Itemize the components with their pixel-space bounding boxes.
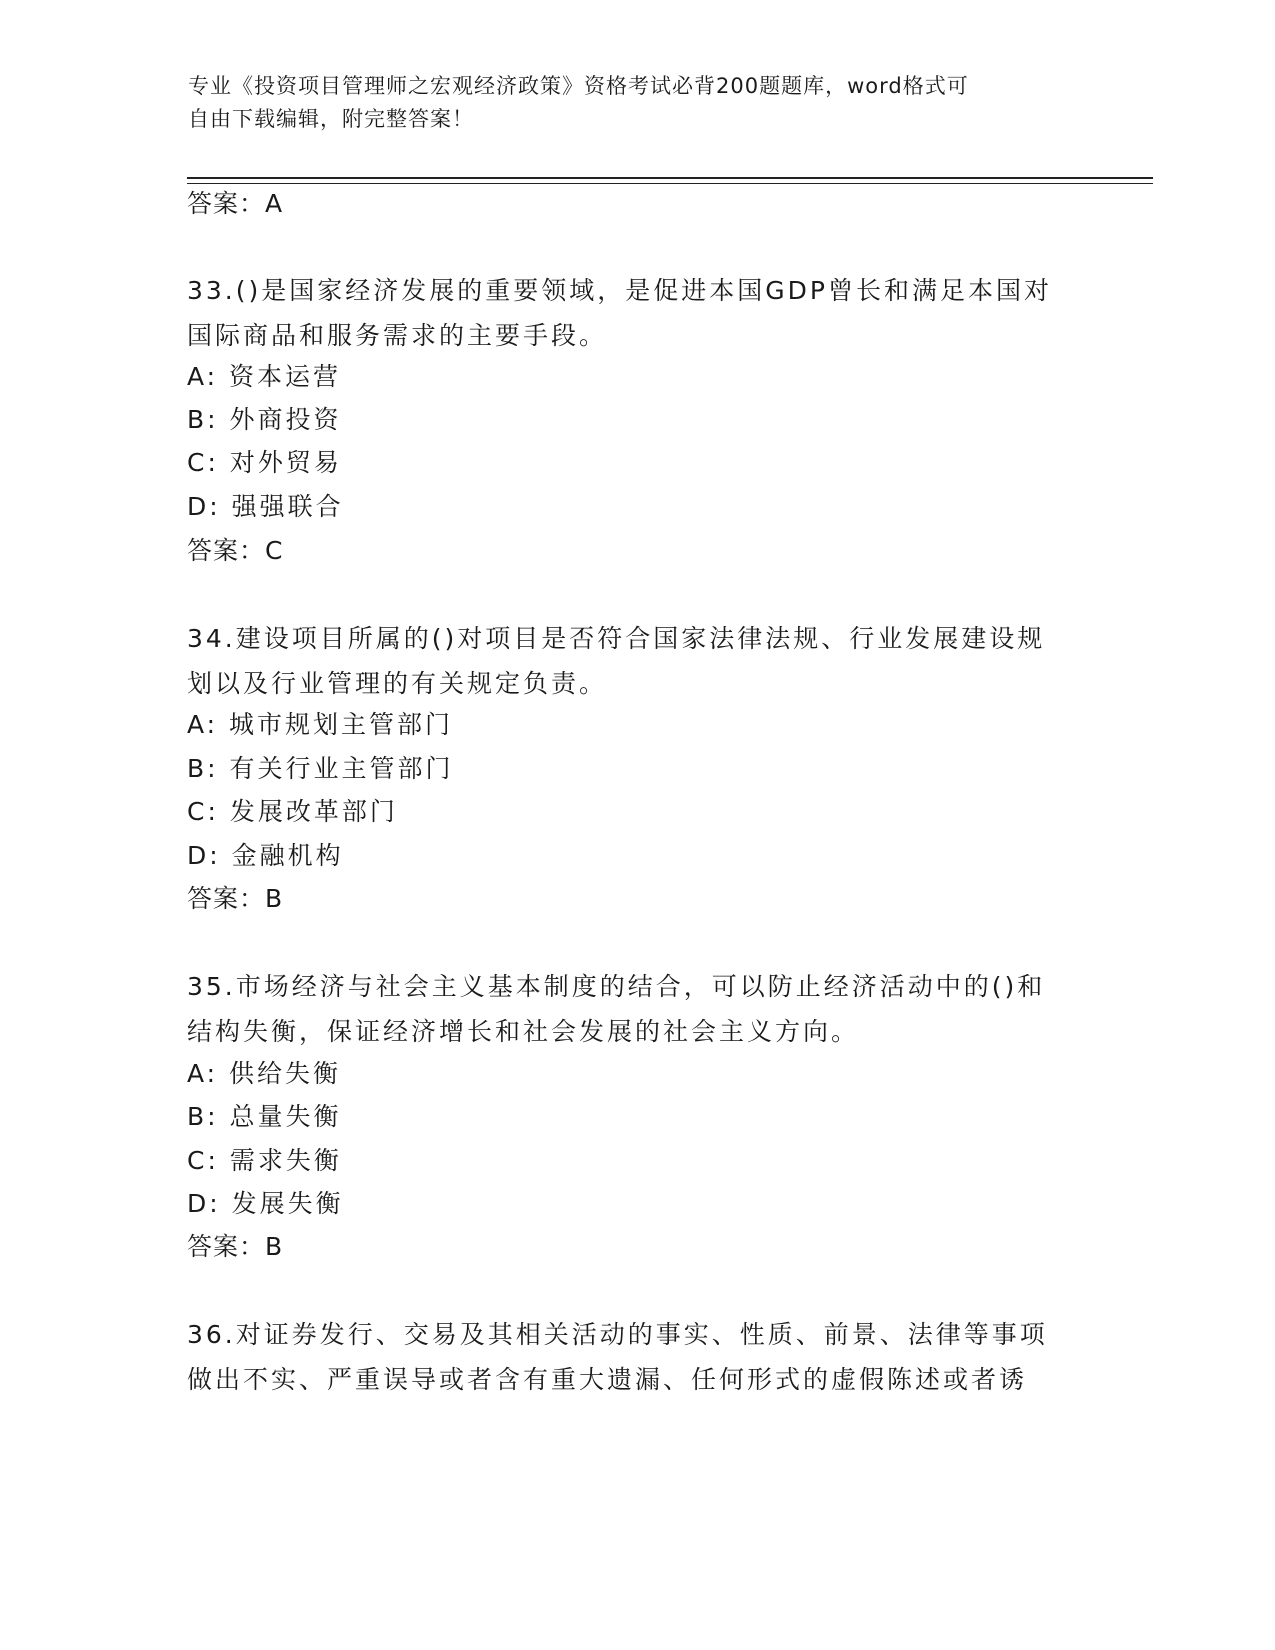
question-33 xyxy=(187,268,1087,358)
page-header xyxy=(188,70,1088,136)
question-36 xyxy=(187,1312,1087,1402)
question-35 xyxy=(187,964,1087,1054)
question-34 xyxy=(187,616,1087,706)
question-line: 35.市场经济与社会主义基本制度的结合，可以防止经济活动中的()和 xyxy=(187,972,1046,1001)
question-line: 结构失衡，保证经济增长和社会发展的社会主义方向。 xyxy=(187,1017,860,1046)
option-b: B: 总量失衡 xyxy=(187,1102,342,1131)
option-c: C: 需求失衡 xyxy=(187,1146,342,1175)
option-a: A: 资本运营 xyxy=(187,362,342,391)
question-line: 34.建设项目所属的()对项目是否符合国家法律法规、行业发展建设规 xyxy=(187,624,1046,653)
header-line-1: 专业《投资项目管理师之宏观经济政策》资格考试必背200题题库，word格式可 xyxy=(188,74,969,98)
option-d: D: 金融机构 xyxy=(187,841,344,870)
answer-label: 答案：A xyxy=(187,189,284,218)
header-divider-thin xyxy=(187,183,1153,184)
question-line: 划以及行业管理的有关规定负责。 xyxy=(187,669,608,698)
answer-label: 答案：B xyxy=(187,884,284,913)
question-line: 36.对证券发行、交易及其相关活动的事实、性质、前景、法律等事项 xyxy=(187,1320,1048,1349)
option-a: A: 城市规划主管部门 xyxy=(187,710,454,739)
question-line: 做出不实、严重误导或者含有重大遗漏、任何形式的虚假陈述或者诱 xyxy=(187,1365,1028,1394)
header-line-2: 自由下载编辑，附完整答案！ xyxy=(188,107,474,131)
option-a: A: 供给失衡 xyxy=(187,1059,342,1088)
question-line: 33.()是国家经济发展的重要领域，是促进本国GDP曾长和满足本国对 xyxy=(187,276,1052,305)
option-d: D: 强强联合 xyxy=(187,492,344,521)
option-d: D: 发展失衡 xyxy=(187,1189,344,1218)
option-b: B: 外商投资 xyxy=(187,405,342,434)
answer-label: 答案：C xyxy=(187,536,284,565)
question-line: 国际商品和服务需求的主要手段。 xyxy=(187,321,608,350)
option-b: B: 有关行业主管部门 xyxy=(187,754,454,783)
header-divider xyxy=(187,177,1153,179)
option-c: C: 发展改革部门 xyxy=(187,797,398,826)
answer-label: 答案：B xyxy=(187,1232,284,1261)
option-c: C: 对外贸易 xyxy=(187,448,342,477)
